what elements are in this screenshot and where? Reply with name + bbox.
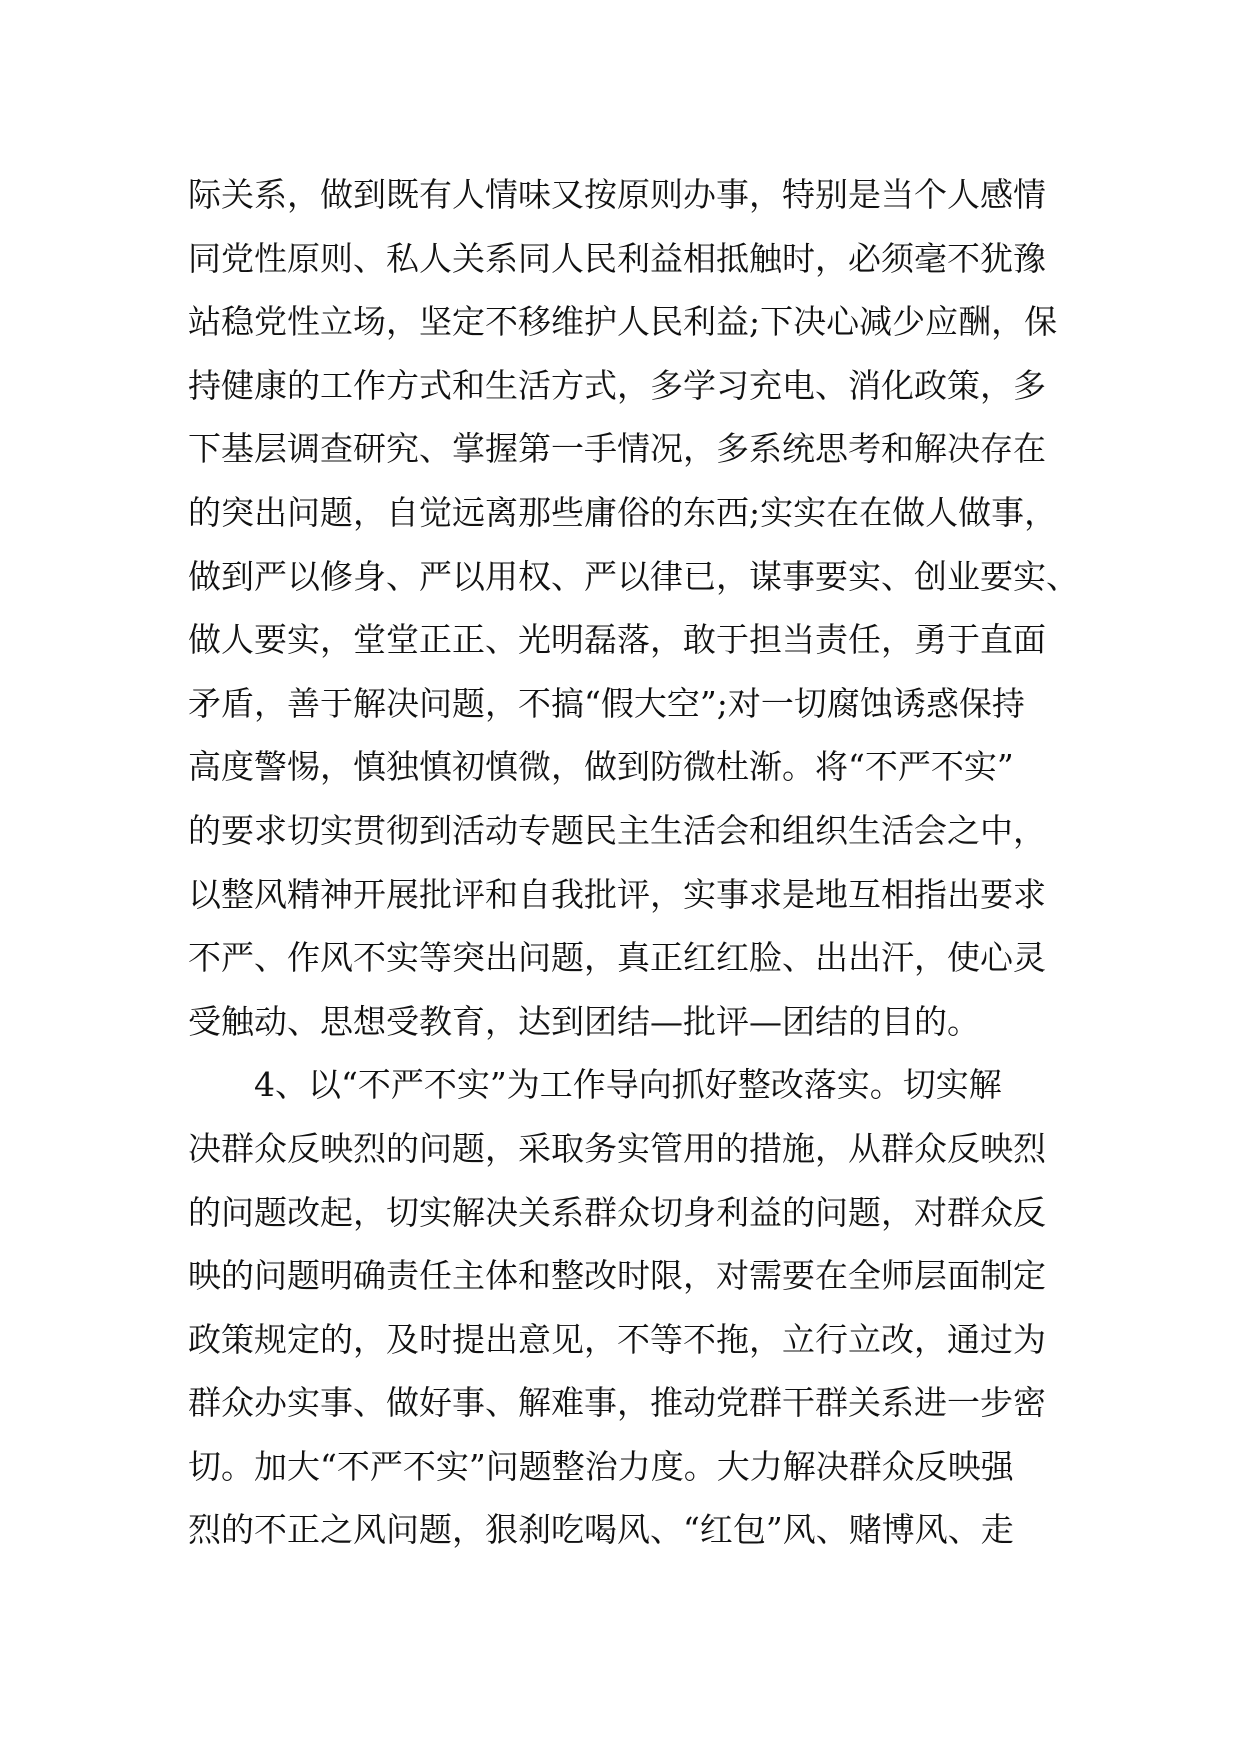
text-line: 决群众反映烈的问题，采取务实管用的措施，从群众反映烈 bbox=[188, 1128, 1046, 1168]
text-line: 做到严以修身、严以用权、严以律已，谋事要实、创业要实、 bbox=[188, 556, 1079, 596]
text-line: 做人要实，堂堂正正、光明磊落，敢于担当责任，勇于直面 bbox=[188, 620, 1046, 660]
text-line: 同党性原则、私人关系同人民利益相抵触时，必须毫不犹豫 bbox=[188, 238, 1046, 278]
text-line: 烈的不正之风问题，狠刹吃喝风、“红包”风、赌博风、走 bbox=[188, 1510, 1014, 1550]
paragraph-start-line: 4、以“不严不实”为工作导向抓好整改落实。切实解 bbox=[254, 1065, 1002, 1105]
text-line: 下基层调查研究、掌握第一手情况，多系统思考和解决存在 bbox=[188, 429, 1046, 469]
body-text bbox=[188, 163, 1079, 1562]
text-line: 的突出问题，自觉远离那些庸俗的东西;实实在在做人做事， bbox=[188, 492, 1058, 532]
text-line: 映的问题明确责任主体和整改时限，对需要在全师层面制定 bbox=[188, 1256, 1046, 1296]
text-line: 站稳党性立场，坚定不移维护人民利益;下决心减少应酬，保 bbox=[188, 302, 1058, 342]
text-line: 际关系，做到既有人情味又按原则办事，特别是当个人感情 bbox=[188, 175, 1046, 214]
text-line: 群众办实事、做好事、解难事，推动党群干群关系进一步密 bbox=[188, 1383, 1046, 1423]
text-line: 不严、作风不实等突出问题，真正红红脸、出出汗，使心灵 bbox=[188, 938, 1046, 978]
text-line: 的要求切实贯彻到活动专题民主生活会和组织生活会之中， bbox=[188, 810, 1046, 850]
text-line: 的问题改起，切实解决关系群众切身利益的问题，对群众反 bbox=[188, 1192, 1046, 1232]
text-line: 以整风精神开展批评和自我批评，实事求是地互相指出要求 bbox=[188, 874, 1046, 914]
text-line: 矛盾，善于解决问题，不搞“假大空”;对一切腐蚀诱惑保持 bbox=[188, 683, 1025, 723]
text-line: 高度警惕，慎独慎初慎微，做到防微杜渐。将“不严不实” bbox=[188, 747, 1014, 787]
text-line: 持健康的工作方式和生活方式，多学习充电、消化政策，多 bbox=[188, 365, 1046, 405]
text-line: 受触动、思想受教育，达到团结—批评—团结的目的。 bbox=[188, 1001, 980, 1041]
text-line: 切。加大“不严不实”问题整治力度。大力解决群众反映强 bbox=[188, 1446, 1014, 1486]
text-line: 政策规定的，及时提出意见，不等不拖，立行立改，通过为 bbox=[188, 1319, 1046, 1359]
